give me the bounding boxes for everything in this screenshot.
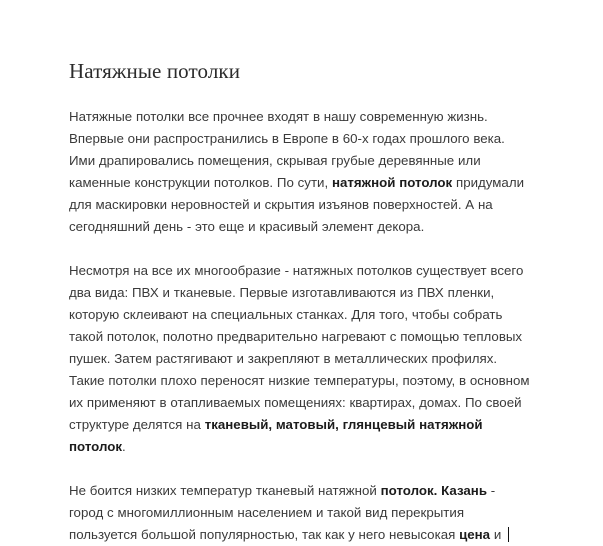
text-run: Несмотря на все их многообразие - натяжных потолков существует всего два вида: ПВХ и тканевые. Первые изготавливаются из ПВХ пленки, которую склеивают на специальных станках. Для того, чтобы собрать такой потолок, полотно предварительно нагревают с помощью тепловых пушек. Затем растягивают и закрепляют в металлических профилях. Такие потолки плохо переносят низкие температуры, поэтому, в основном их применяют в отапливаемых помещениях: квартирах, домах. По своей структуре делятся на — [69, 263, 530, 432]
paragraph-3[interactable] — [69, 480, 533, 546]
bold-text-run: натяжной потолок — [331, 175, 453, 190]
text-run: - город с многомиллионным населением и такой вид перекрытия пользуется большой популярностью, так как у него невысокая — [69, 483, 496, 542]
text-run: Не боится низких температур тканевый натяжной — [69, 483, 381, 498]
text-run: . — [122, 439, 126, 454]
text-run: и — [490, 527, 506, 542]
bold-text-run: цена — [459, 527, 491, 542]
article-content — [69, 58, 533, 546]
bold-text-run: тканевый, матовый, глянцевый натяжной потолок — [69, 417, 483, 454]
text-run: придумали для маскировки неровностей и скрытия изъянов поверхностей. А на сегодняшний день - это еще и красивый элемент декора. — [69, 175, 525, 234]
paragraph-1[interactable] — [69, 106, 533, 238]
bold-text-run: потолок. Казань — [380, 483, 487, 498]
text-run: Натяжные потолки все прочнее входят в нашу современную жизнь. Впервые они распространились в Европе в 60-х годах прошлого века. Ими драпировались помещения, скрывая грубые деревянные или каменные конструкции потолков. По сути, — [69, 109, 505, 190]
page-title: Натяжные потолки — [69, 59, 241, 83]
paragraph-2[interactable] — [69, 260, 533, 458]
text-cursor — [508, 527, 509, 542]
